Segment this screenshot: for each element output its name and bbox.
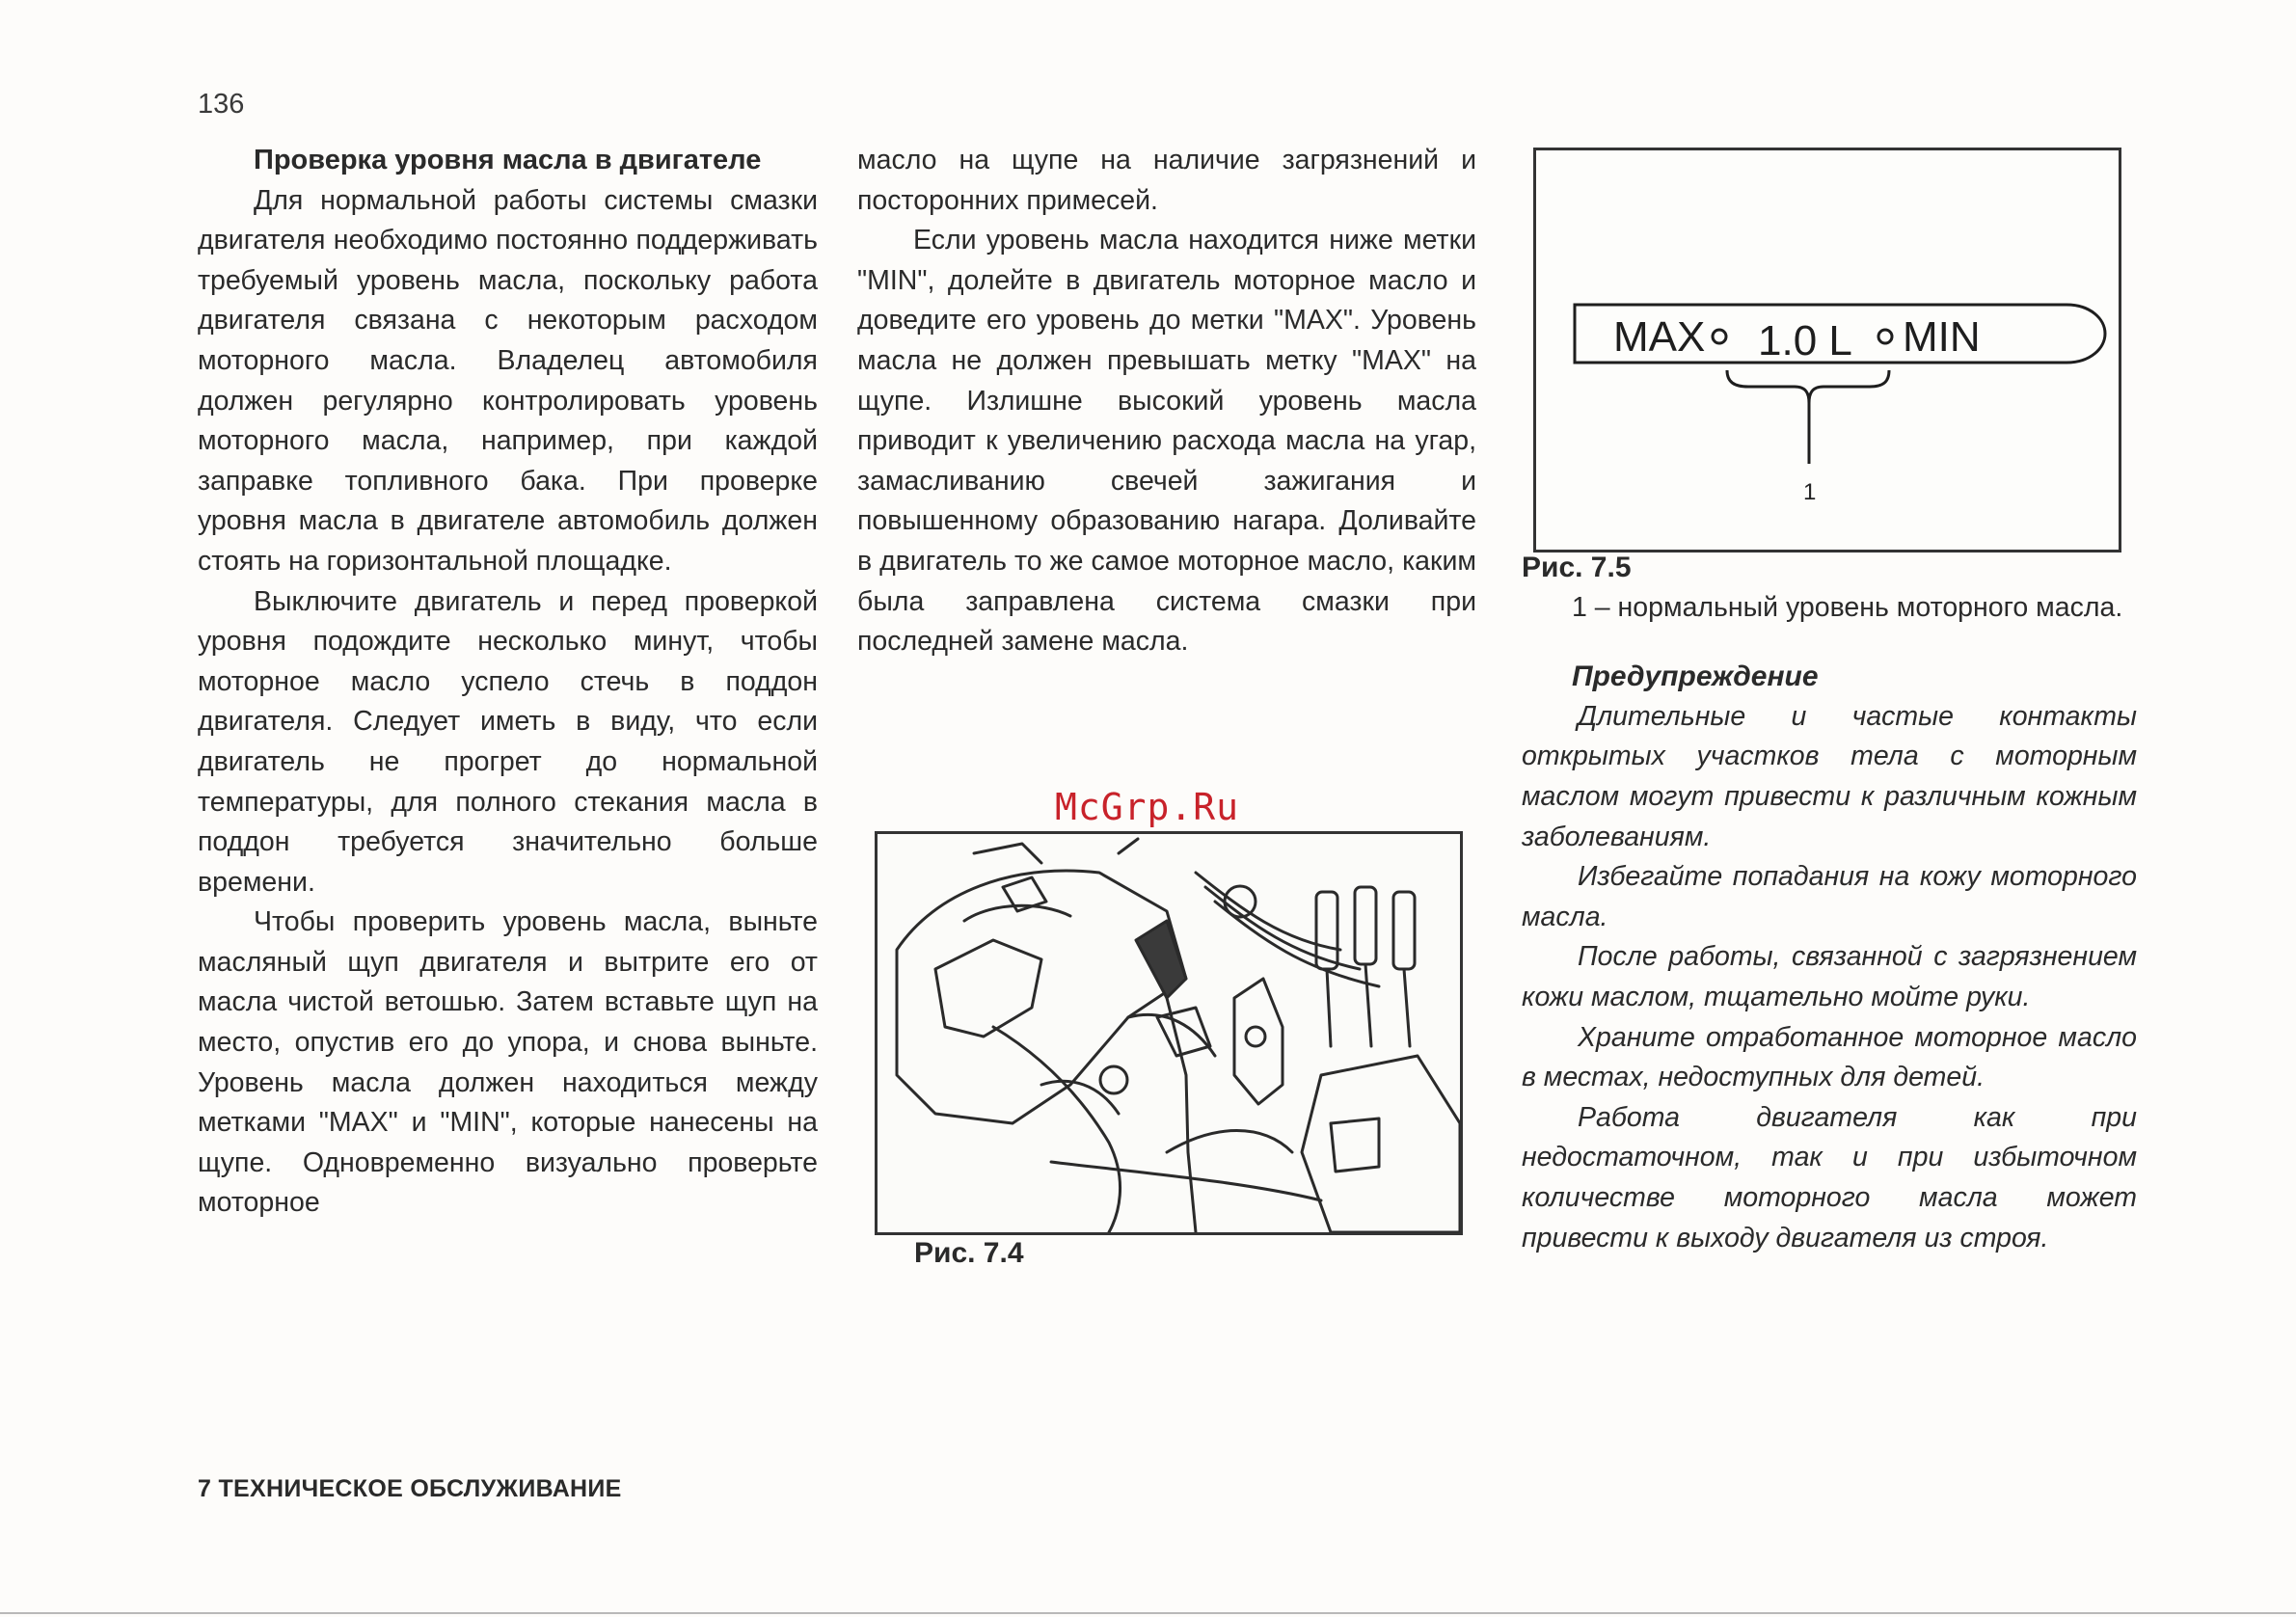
dipstick-diagram — [1536, 150, 2119, 550]
warning-paragraph: После работы, связанной с загрязнением кожи маслом, тщательно мойте руки. — [1522, 941, 2137, 1012]
chapter-footer: 7 ТЕХНИЧЕСКОЕ ОБСЛУЖИВАНИЕ — [198, 1475, 622, 1502]
page-number: 136 — [198, 89, 245, 120]
paragraph: Чтобы проверить уровень масла, выньте масляный щуп двигателя и вытрите его от масла чистой ветошью. Затем вставьте щуп на место, опустив его до упора, и снова выньте. Уровень масла должен находиться между метками "MAX" и "MIN", которые нанесены на щупе. Одновременно визуально проверьте моторное — [198, 906, 818, 1219]
paragraph: Для нормальной работы системы смазки двигателя необходимо постоянно поддерживать требуемый уровень масла, поскольку работа двигателя связана с некоторым расходом моторного масла. Владелец автомобиля должен регулярно контролировать уровень моторного масла, например, при каждой заправке топливного бака. При проверке уровня масла в двигателе автомобиль должен стоять на горизонтальной площадке. — [198, 184, 818, 577]
column-middle — [857, 141, 1476, 662]
warning-paragraph: Работа двигателя как при недостаточном, так и при избыточном количестве моторного масла может привести к выходу двигателя из строя. — [1522, 1101, 2137, 1253]
dipstick-min-label: MIN — [1903, 313, 1981, 361]
column-right — [1522, 548, 2137, 1258]
paragraph: Если уровень масла находится ниже метки "MIN", долейте в двигатель моторное масло и доведите его уровень до метки "MAX". Уровень масла не должен превышать метку "MAX" на щупе. Излишне высокий уровень масла приводит к увеличению расхода масла на угар, замасливанию свечей зажигания и повышенному образованию нагара. Доливайте в двигатель то же самое моторное масло, каким была заправлена система смазки при последней замене масла. — [857, 225, 1476, 658]
warning-title: Предупреждение — [1572, 660, 1819, 693]
paragraph: Выключите двигатель и перед проверкой уровня подождите несколько минут, чтобы моторное масло успело стечь в поддон двигателя. Следует иметь в виду, что если двигатель не прогрет до нормальной температуры, для полного стекания масла в поддон требуется значительно больше времени. — [198, 585, 818, 898]
figure-7-4-caption: Рис. 7.4 — [914, 1237, 1024, 1269]
figure-7-4 — [875, 831, 1463, 1235]
warning-block — [1522, 657, 2137, 1258]
section-heading: Проверка уровня масла в двигателе — [254, 145, 762, 175]
column-left — [198, 141, 818, 1224]
engine-illustration — [878, 834, 1460, 1232]
dipstick-max-label: MAX — [1613, 313, 1706, 361]
warning-paragraph: Избегайте попадания на кожу моторного масла. — [1522, 861, 2137, 932]
callout-number: 1 — [1803, 479, 1817, 505]
paragraph-continuation: масло на щупе на наличие загрязнений и посторонних примесей. — [857, 145, 1476, 216]
dipstick-volume-label: 1.0 L — [1758, 317, 1852, 364]
figure-7-5-caption: Рис. 7.5 — [1522, 552, 1632, 583]
warning-paragraph: Храните отработанное моторное масло в местах, недоступных для детей. — [1522, 1021, 2137, 1093]
warning-paragraph: Длительные и частые контакты открытых участков тела с моторным маслом могут привести к различным кожным заболеваниям. — [1522, 700, 2137, 852]
figure-7-5-legend: 1 – нормальный уровень моторного масла. — [1572, 591, 2123, 623]
figure-7-5 — [1533, 148, 2121, 552]
watermark: McGrp.Ru — [1055, 786, 1240, 828]
level-range-brace — [1727, 370, 1889, 403]
page-bottom-rule — [0, 1612, 2296, 1614]
